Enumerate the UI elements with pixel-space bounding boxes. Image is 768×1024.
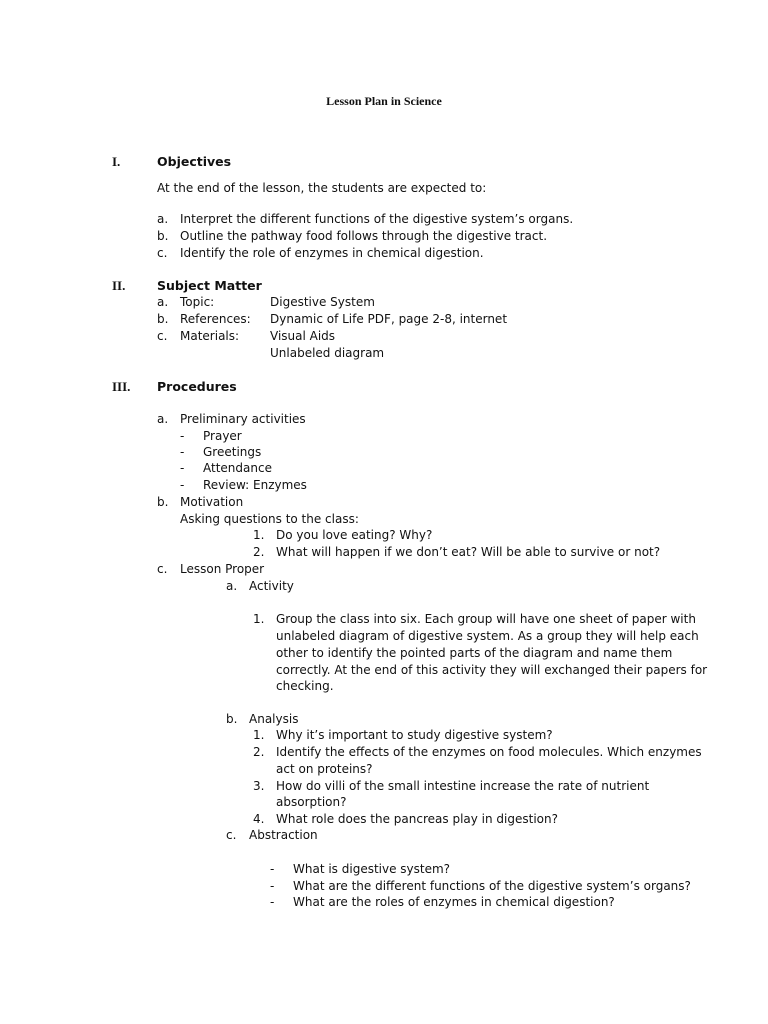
abstraction-question: What are the roles of enzymes in chemical digestion?	[293, 895, 615, 909]
objective-letter: c.	[157, 246, 168, 260]
activity-line: other to identify the pointed parts of the diagram and name them	[276, 646, 673, 660]
procedure-label: Lesson Proper	[180, 562, 265, 576]
abstraction-question: What is digestive system?	[293, 862, 451, 876]
analysis-line: absorption?	[276, 795, 347, 809]
analysis-line: Why it’s important to study digestive system?	[276, 728, 553, 742]
dash-bullet: -	[180, 478, 185, 492]
objective-letter: a.	[157, 212, 169, 226]
section-numeral-procedures: III.	[112, 379, 131, 394]
objective-text: Outline the pathway food follows through the digestive tract.	[180, 229, 548, 243]
activity-line: unlabeled diagram of digestive system. As a group they will help each	[276, 629, 699, 643]
section-heading-objectives: Objectives	[157, 154, 232, 169]
section-numeral-objectives: I.	[112, 154, 121, 169]
analysis-line: How do villi of the small intestine increase the rate of nutrient	[276, 779, 650, 793]
question-text: Do you love eating? Why?	[276, 528, 433, 542]
procedure-letter: c.	[157, 562, 168, 576]
section-heading-procedures: Procedures	[157, 379, 237, 394]
subsection-letter: b.	[226, 712, 238, 726]
analysis-number: 2.	[253, 745, 265, 759]
section-numeral-subject-matter: II.	[112, 278, 126, 293]
list-item: Review: Enzymes	[203, 478, 307, 492]
analysis-number: 3.	[253, 779, 265, 793]
subject-row-label: Topic:	[180, 295, 215, 309]
subject-row-value: Unlabeled diagram	[270, 346, 385, 360]
activity-line: correctly. At the end of this activity they will exchanged their papers for	[276, 663, 708, 677]
analysis-line: act on proteins?	[276, 762, 373, 776]
abstraction-question: What are the different functions of the digestive system’s organs?	[293, 879, 691, 893]
page-title: Lesson Plan in Science	[326, 94, 442, 108]
activity-line: Group the class into six. Each group will have one sheet of paper with	[276, 612, 696, 626]
subject-row-letter: a.	[157, 295, 169, 309]
activity-line: checking.	[276, 679, 334, 693]
analysis-number: 1.	[253, 728, 265, 742]
subject-row-label: References:	[180, 312, 251, 326]
subsection-letter: c.	[226, 828, 237, 842]
objectives-intro: At the end of the lesson, the students are expected to:	[157, 181, 487, 195]
motivation-intro: Asking questions to the class:	[180, 512, 359, 526]
dash-bullet: -	[180, 429, 185, 443]
subsection-label: Abstraction	[249, 828, 318, 842]
dash-bullet: -	[180, 445, 185, 459]
procedure-letter: b.	[157, 495, 169, 509]
list-item: Prayer	[203, 429, 242, 443]
subject-row-letter: b.	[157, 312, 169, 326]
subsection-letter: a.	[226, 579, 238, 593]
analysis-line: Identify the effects of the enzymes on food molecules. Which enzymes	[276, 745, 702, 759]
subsection-label: Analysis	[249, 712, 299, 726]
objective-text: Interpret the different functions of the digestive system’s organs.	[180, 212, 574, 226]
activity-number: 1.	[253, 612, 265, 626]
question-text: What will happen if we don’t eat? Will be able to survive or not?	[276, 545, 661, 559]
list-item: Greetings	[203, 445, 262, 459]
procedure-label: Motivation	[180, 495, 244, 509]
subject-row-label: Materials:	[180, 329, 240, 343]
dash-bullet: -	[270, 895, 275, 909]
subject-row-value: Digestive System	[270, 295, 375, 309]
objective-text: Identify the role of enzymes in chemical digestion.	[180, 246, 484, 260]
analysis-number: 4.	[253, 812, 265, 826]
question-number: 2.	[253, 545, 265, 559]
section-heading-subject-matter: Subject Matter	[157, 278, 262, 293]
subject-row-value: Dynamic of Life PDF, page 2-8, internet	[270, 312, 508, 326]
procedure-letter: a.	[157, 412, 169, 426]
analysis-line: What role does the pancreas play in digestion?	[276, 812, 558, 826]
list-item: Attendance	[203, 461, 272, 475]
dash-bullet: -	[270, 862, 275, 876]
question-number: 1.	[253, 528, 265, 542]
dash-bullet: -	[180, 461, 185, 475]
procedure-label: Preliminary activities	[180, 412, 306, 426]
subject-row-value: Visual Aids	[270, 329, 336, 343]
dash-bullet: -	[270, 879, 275, 893]
objective-letter: b.	[157, 229, 169, 243]
subject-row-letter: c.	[157, 329, 168, 343]
subsection-label: Activity	[249, 579, 294, 593]
